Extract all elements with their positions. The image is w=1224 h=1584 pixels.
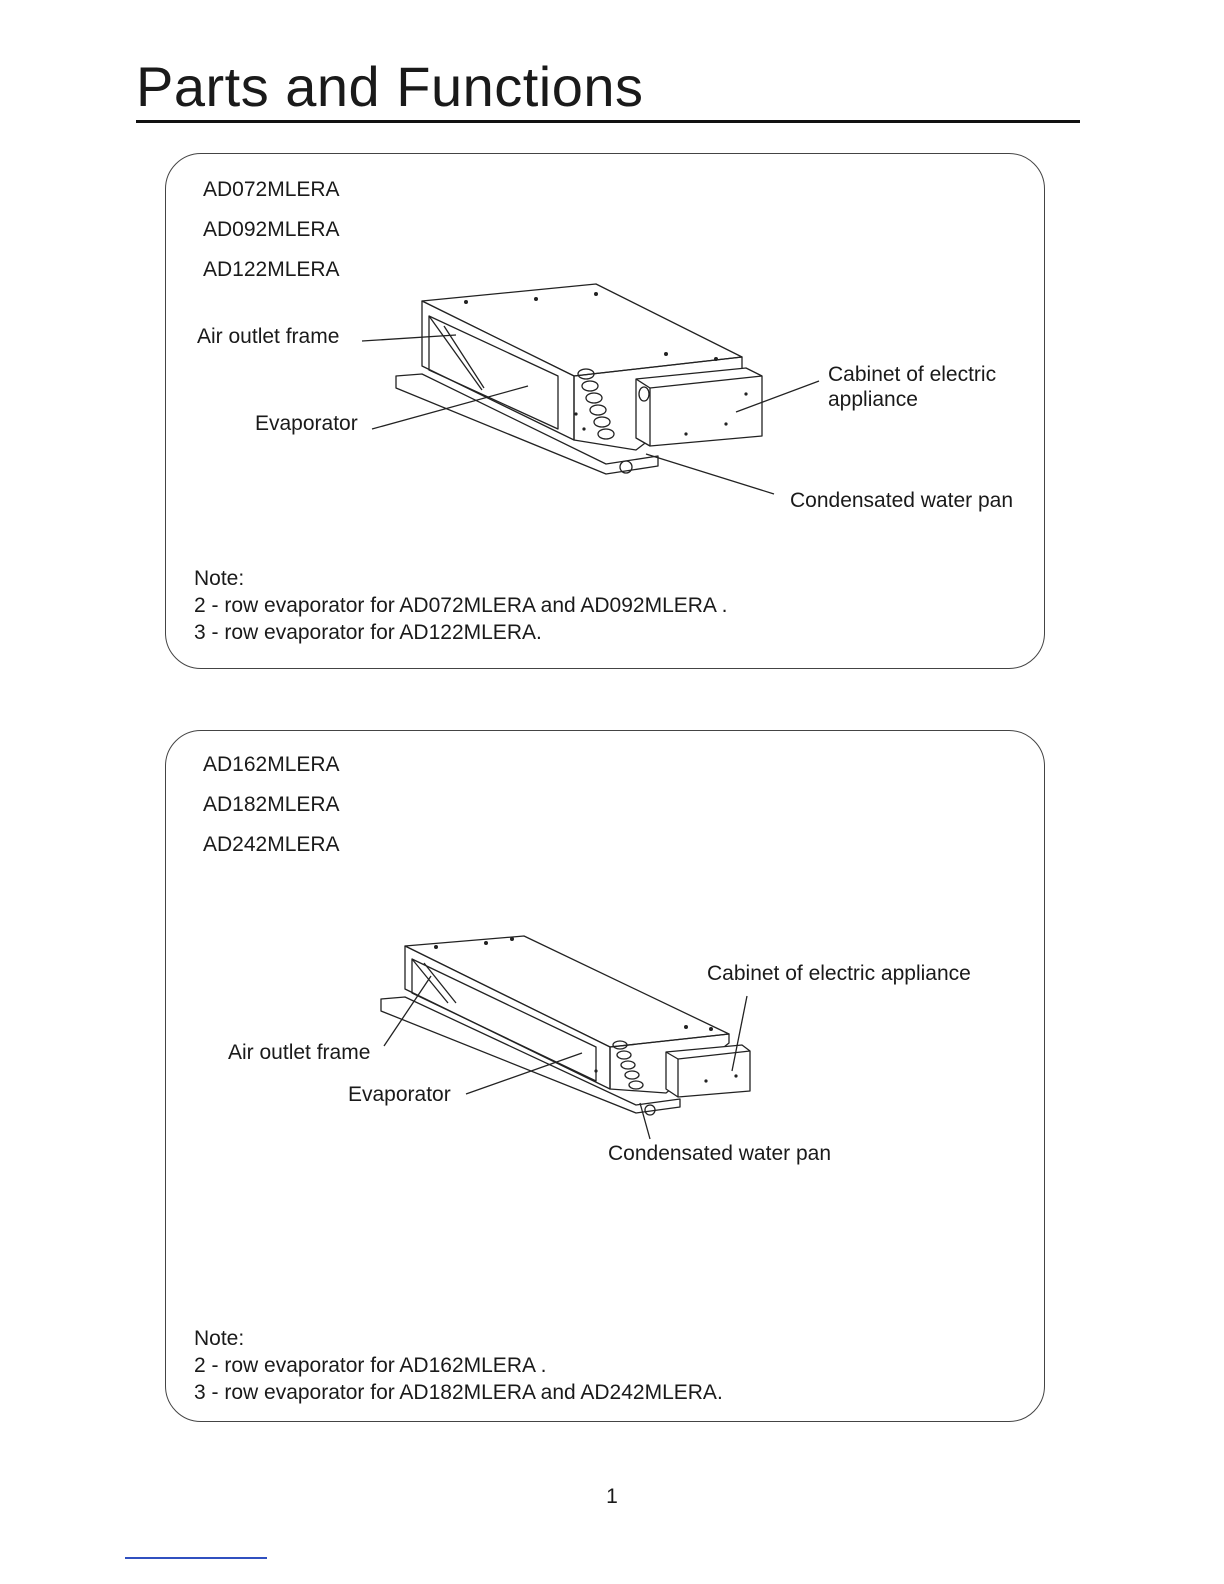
label-air-outlet-frame: Air outlet frame [228, 1041, 371, 1064]
note-line: 3 - row evaporator for AD122MLERA. [194, 621, 542, 644]
label-evaporator: Evaporator [255, 412, 358, 435]
label-cabinet: Cabinet of electric appliance [707, 962, 971, 985]
label-air-outlet-frame: Air outlet frame [197, 325, 340, 348]
label-cabinet-line1: Cabinet of electric [828, 363, 997, 386]
footer-link-underline[interactable] [125, 1557, 267, 1559]
model-name: AD162MLERA [203, 753, 340, 776]
evaporator-coil [613, 1041, 643, 1089]
unit-diagram [166, 731, 1046, 1423]
note-line: 2 - row evaporator for AD072MLERA and AD092MLERA . [194, 594, 728, 617]
electric-cabinet-shape [636, 368, 762, 446]
note-heading: Note: [194, 567, 245, 590]
model-name: AD242MLERA [203, 833, 340, 856]
model-name: AD182MLERA [203, 793, 340, 816]
label-condensated-water-pan: Condensated water pan [790, 489, 1013, 512]
note-heading: Note: [194, 1327, 245, 1350]
parts-panel-large-models [165, 730, 1045, 1422]
model-name: AD092MLERA [203, 218, 340, 241]
page-title: Parts and Functions [136, 55, 644, 118]
parts-panel-small-models [165, 153, 1045, 669]
page-number: 1 [606, 1485, 618, 1508]
model-name: AD122MLERA [203, 258, 340, 281]
note-line: 3 - row evaporator for AD182MLERA and AD242MLERA. [194, 1381, 723, 1404]
label-cabinet-line2: appliance [828, 388, 918, 411]
label-evaporator: Evaporator [348, 1083, 451, 1106]
note-line: 2 - row evaporator for AD162MLERA . [194, 1354, 547, 1377]
leader-water-pan [646, 454, 774, 494]
title-rule [136, 120, 1080, 123]
label-condensated-water-pan: Condensated water pan [608, 1142, 831, 1165]
model-name: AD072MLERA [203, 178, 340, 201]
